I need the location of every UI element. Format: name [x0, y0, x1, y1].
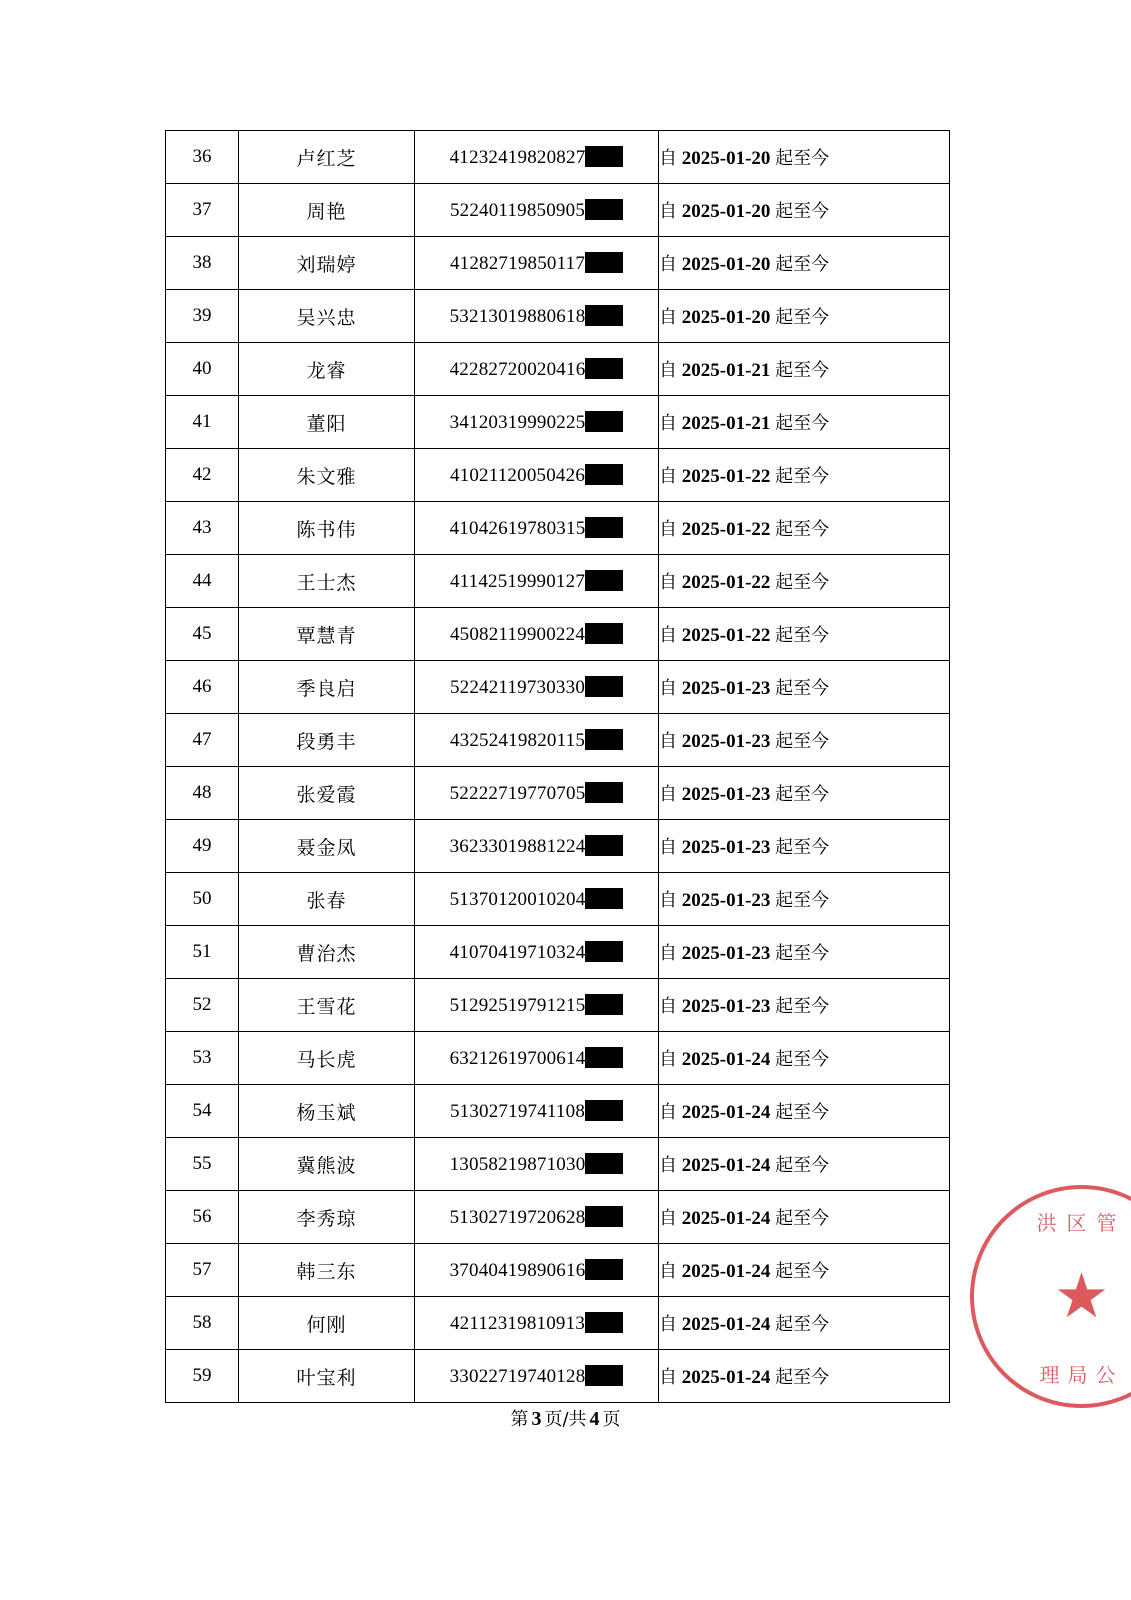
period-suffix: 起至今 — [775, 731, 830, 752]
period-date: 2025-01-24 — [681, 1208, 771, 1229]
redaction-bar — [585, 411, 623, 432]
row-period — [659, 343, 950, 396]
row-id-number — [415, 1138, 659, 1191]
names-table-container — [165, 130, 945, 1403]
seal-top-text: 洪区管 — [1036, 1211, 1127, 1235]
row-name: 叶宝利 — [239, 1350, 415, 1403]
table-row — [166, 237, 950, 290]
row-period — [659, 131, 950, 184]
redaction-bar — [585, 1047, 623, 1068]
redaction-bar — [585, 1365, 623, 1386]
period-date: 2025-01-24 — [681, 1314, 771, 1335]
redaction-bar — [585, 994, 623, 1015]
row-name: 张爱霞 — [239, 767, 415, 820]
redaction-bar — [585, 464, 623, 485]
period-suffix: 起至今 — [775, 943, 830, 964]
period-suffix: 起至今 — [775, 837, 830, 858]
period-date: 2025-01-23 — [681, 731, 771, 752]
row-id-digits: 37040419890616 — [449, 1259, 586, 1281]
period-date: 2025-01-24 — [681, 1155, 771, 1176]
row-index: 38 — [166, 237, 239, 290]
row-period — [659, 555, 950, 608]
row-id-number — [415, 1085, 659, 1138]
period-date: 2025-01-22 — [681, 572, 771, 593]
period-suffix: 起至今 — [775, 784, 830, 805]
period-suffix: 起至今 — [775, 519, 830, 540]
row-id-digits: 41282719850117 — [449, 252, 586, 274]
period-prefix: 自 — [659, 1155, 677, 1176]
period-prefix: 自 — [659, 837, 677, 858]
row-id-digits: 41142519990127 — [449, 570, 586, 592]
row-period — [659, 1350, 950, 1403]
period-prefix: 自 — [659, 1102, 677, 1123]
row-name: 陈书伟 — [239, 502, 415, 555]
row-id-digits: 51370120010204 — [449, 888, 586, 910]
row-period — [659, 661, 950, 714]
row-name: 段勇丰 — [239, 714, 415, 767]
row-name: 王士杰 — [239, 555, 415, 608]
table-row — [166, 290, 950, 343]
period-prefix: 自 — [659, 784, 677, 805]
redaction-bar — [585, 782, 623, 803]
table-row — [166, 767, 950, 820]
period-date: 2025-01-20 — [681, 201, 771, 222]
row-id-number — [415, 873, 659, 926]
row-name: 张春 — [239, 873, 415, 926]
row-index: 37 — [166, 184, 239, 237]
period-prefix: 自 — [659, 1367, 677, 1388]
row-id-number — [415, 1191, 659, 1244]
row-period — [659, 290, 950, 343]
row-id-digits: 36233019881224 — [449, 835, 586, 857]
row-index: 54 — [166, 1085, 239, 1138]
row-id-digits: 42282720020416 — [449, 358, 586, 380]
period-suffix: 起至今 — [775, 307, 830, 328]
row-name: 周艳 — [239, 184, 415, 237]
period-prefix: 自 — [659, 943, 677, 964]
redaction-bar — [585, 835, 623, 856]
period-suffix: 起至今 — [775, 1367, 830, 1388]
row-name: 朱文雅 — [239, 449, 415, 502]
row-period — [659, 502, 950, 555]
table-row — [166, 184, 950, 237]
table-row — [166, 449, 950, 502]
row-id-number — [415, 343, 659, 396]
row-name: 韩三东 — [239, 1244, 415, 1297]
row-period — [659, 979, 950, 1032]
row-index: 39 — [166, 290, 239, 343]
period-date: 2025-01-23 — [681, 837, 771, 858]
period-prefix: 自 — [659, 1314, 677, 1335]
period-suffix: 起至今 — [775, 625, 830, 646]
period-date: 2025-01-22 — [681, 466, 771, 487]
row-period — [659, 1191, 950, 1244]
row-id-digits: 53213019880618 — [449, 305, 586, 327]
period-prefix: 自 — [659, 625, 677, 646]
period-suffix: 起至今 — [775, 1102, 830, 1123]
period-date: 2025-01-22 — [681, 519, 771, 540]
row-id-digits: 33022719740128 — [449, 1365, 586, 1387]
period-suffix: 起至今 — [775, 413, 830, 434]
row-id-number — [415, 1244, 659, 1297]
row-period — [659, 237, 950, 290]
redaction-bar — [585, 1153, 623, 1174]
row-name: 覃慧青 — [239, 608, 415, 661]
period-date: 2025-01-23 — [681, 943, 771, 964]
row-id-digits: 51292519791215 — [449, 994, 586, 1016]
row-index: 57 — [166, 1244, 239, 1297]
row-index: 46 — [166, 661, 239, 714]
row-index: 59 — [166, 1350, 239, 1403]
row-name: 曹治杰 — [239, 926, 415, 979]
row-name: 龙睿 — [239, 343, 415, 396]
row-id-digits: 51302719720628 — [449, 1206, 586, 1228]
row-id-digits: 63212619700614 — [449, 1047, 586, 1069]
redaction-bar — [585, 517, 623, 538]
period-prefix: 自 — [659, 1261, 677, 1282]
period-prefix: 自 — [659, 466, 677, 487]
row-id-number — [415, 396, 659, 449]
table-row — [166, 608, 950, 661]
row-index: 48 — [166, 767, 239, 820]
period-prefix: 自 — [659, 201, 677, 222]
row-id-number — [415, 1032, 659, 1085]
row-id-digits: 13058219871030 — [449, 1153, 586, 1175]
row-name: 冀熊波 — [239, 1138, 415, 1191]
period-suffix: 起至今 — [775, 254, 830, 275]
redaction-bar — [585, 146, 623, 167]
row-index: 58 — [166, 1297, 239, 1350]
period-date: 2025-01-24 — [681, 1049, 771, 1070]
row-id-number — [415, 131, 659, 184]
row-id-digits: 41232419820827 — [449, 146, 586, 168]
period-prefix: 自 — [659, 1049, 677, 1070]
table-row — [166, 1297, 950, 1350]
period-date: 2025-01-23 — [681, 784, 771, 805]
row-index: 52 — [166, 979, 239, 1032]
row-index: 51 — [166, 926, 239, 979]
row-name: 何刚 — [239, 1297, 415, 1350]
period-prefix: 自 — [659, 254, 677, 275]
period-suffix: 起至今 — [775, 148, 830, 169]
row-name: 马长虎 — [239, 1032, 415, 1085]
row-id-digits: 41042619780315 — [449, 517, 586, 539]
period-prefix: 自 — [659, 890, 677, 911]
row-index: 42 — [166, 449, 239, 502]
period-prefix: 自 — [659, 996, 677, 1017]
row-id-number — [415, 926, 659, 979]
row-id-digits: 52242119730330 — [449, 676, 586, 698]
row-index: 41 — [166, 396, 239, 449]
period-date: 2025-01-22 — [681, 625, 771, 646]
row-name: 吴兴忠 — [239, 290, 415, 343]
period-prefix: 自 — [659, 413, 677, 434]
period-date: 2025-01-21 — [681, 413, 771, 434]
redaction-bar — [585, 623, 623, 644]
row-period — [659, 608, 950, 661]
table-row — [166, 1032, 950, 1085]
row-index: 56 — [166, 1191, 239, 1244]
row-index: 45 — [166, 608, 239, 661]
row-id-number — [415, 502, 659, 555]
redaction-bar — [585, 570, 623, 591]
redaction-bar — [585, 305, 623, 326]
redaction-bar — [585, 729, 623, 750]
redaction-bar — [585, 1259, 623, 1280]
row-name: 李秀琼 — [239, 1191, 415, 1244]
row-name: 王雪花 — [239, 979, 415, 1032]
redaction-bar — [585, 199, 623, 220]
row-id-number — [415, 1350, 659, 1403]
period-suffix: 起至今 — [775, 466, 830, 487]
row-name: 杨玉斌 — [239, 1085, 415, 1138]
table-row — [166, 131, 950, 184]
row-name: 刘瑞婷 — [239, 237, 415, 290]
names-table — [165, 130, 950, 1403]
table-row — [166, 926, 950, 979]
row-index: 49 — [166, 820, 239, 873]
period-suffix: 起至今 — [775, 1208, 830, 1229]
row-period — [659, 184, 950, 237]
table-row — [166, 1350, 950, 1403]
row-index: 44 — [166, 555, 239, 608]
table-row — [166, 555, 950, 608]
row-id-number — [415, 184, 659, 237]
row-index: 50 — [166, 873, 239, 926]
row-index: 36 — [166, 131, 239, 184]
row-id-digits: 45082119900224 — [449, 623, 586, 645]
row-period — [659, 396, 950, 449]
redaction-bar — [585, 941, 623, 962]
row-id-number — [415, 1297, 659, 1350]
seal-bottom-text: 理局公 — [1039, 1363, 1124, 1387]
row-name: 卢红芝 — [239, 131, 415, 184]
redaction-bar — [585, 252, 623, 273]
period-date: 2025-01-20 — [681, 307, 771, 328]
row-index: 55 — [166, 1138, 239, 1191]
row-name: 董阳 — [239, 396, 415, 449]
period-date: 2025-01-20 — [681, 254, 771, 275]
row-id-number — [415, 820, 659, 873]
page-footer — [0, 1405, 1131, 1431]
table-row — [166, 1191, 950, 1244]
row-id-number — [415, 290, 659, 343]
row-name: 季良启 — [239, 661, 415, 714]
row-id-number — [415, 237, 659, 290]
redaction-bar — [585, 1312, 623, 1333]
table-row — [166, 343, 950, 396]
row-name: 聂金凤 — [239, 820, 415, 873]
names-table-body — [166, 131, 950, 1403]
redaction-bar — [585, 676, 623, 697]
period-suffix: 起至今 — [775, 1049, 830, 1070]
table-row — [166, 979, 950, 1032]
row-id-digits: 34120319990225 — [449, 411, 586, 433]
row-id-number — [415, 555, 659, 608]
row-period — [659, 873, 950, 926]
table-row — [166, 1244, 950, 1297]
row-period — [659, 767, 950, 820]
period-date: 2025-01-23 — [681, 890, 771, 911]
row-period — [659, 1032, 950, 1085]
row-id-digits: 52222719770705 — [449, 782, 586, 804]
row-id-number — [415, 661, 659, 714]
row-id-number — [415, 767, 659, 820]
row-id-digits: 41070419710324 — [449, 941, 586, 963]
row-period — [659, 449, 950, 502]
period-suffix: 起至今 — [775, 1155, 830, 1176]
period-prefix: 自 — [659, 1208, 677, 1229]
period-date: 2025-01-23 — [681, 678, 771, 699]
table-row — [166, 714, 950, 767]
row-period — [659, 1138, 950, 1191]
period-date: 2025-01-24 — [681, 1261, 771, 1282]
redaction-bar — [585, 358, 623, 379]
row-period — [659, 1085, 950, 1138]
period-date: 2025-01-21 — [681, 360, 771, 381]
official-seal — [970, 1185, 1131, 1408]
period-suffix: 起至今 — [775, 1261, 830, 1282]
footer-page-number: 3 — [531, 1408, 542, 1430]
star-icon: ★ — [1053, 1262, 1110, 1331]
footer-total-pages: 4 — [589, 1408, 600, 1430]
period-suffix: 起至今 — [775, 360, 830, 381]
table-row — [166, 1138, 950, 1191]
row-id-digits: 52240119850905 — [449, 199, 586, 221]
footer-prefix: 第 — [510, 1409, 529, 1430]
period-date: 2025-01-24 — [681, 1367, 771, 1388]
row-id-number — [415, 979, 659, 1032]
table-row — [166, 502, 950, 555]
period-date: 2025-01-24 — [681, 1102, 771, 1123]
row-index: 43 — [166, 502, 239, 555]
period-date: 2025-01-23 — [681, 996, 771, 1017]
row-id-digits: 41021120050426 — [449, 464, 586, 486]
row-period — [659, 714, 950, 767]
row-id-number — [415, 449, 659, 502]
period-suffix: 起至今 — [775, 678, 830, 699]
period-date: 2025-01-20 — [681, 148, 771, 169]
row-index: 40 — [166, 343, 239, 396]
period-suffix: 起至今 — [775, 890, 830, 911]
table-row — [166, 396, 950, 449]
period-prefix: 自 — [659, 678, 677, 699]
footer-suffix: 页 — [602, 1409, 621, 1430]
redaction-bar — [585, 888, 623, 909]
footer-middle: 页/共 — [544, 1409, 587, 1430]
period-prefix: 自 — [659, 307, 677, 328]
row-period — [659, 820, 950, 873]
row-id-number — [415, 608, 659, 661]
redaction-bar — [585, 1100, 623, 1121]
period-suffix: 起至今 — [775, 572, 830, 593]
row-id-number — [415, 714, 659, 767]
period-prefix: 自 — [659, 148, 677, 169]
period-prefix: 自 — [659, 360, 677, 381]
row-id-digits: 51302719741108 — [449, 1100, 586, 1122]
row-period — [659, 1297, 950, 1350]
period-suffix: 起至今 — [775, 1314, 830, 1335]
row-index: 53 — [166, 1032, 239, 1085]
row-id-digits: 43252419820115 — [449, 729, 586, 751]
table-row — [166, 820, 950, 873]
period-suffix: 起至今 — [775, 996, 830, 1017]
row-period — [659, 1244, 950, 1297]
redaction-bar — [585, 1206, 623, 1227]
period-prefix: 自 — [659, 731, 677, 752]
period-suffix: 起至今 — [775, 201, 830, 222]
row-id-digits: 42112319810913 — [449, 1312, 586, 1334]
period-prefix: 自 — [659, 572, 677, 593]
row-period — [659, 926, 950, 979]
period-prefix: 自 — [659, 519, 677, 540]
table-row — [166, 1085, 950, 1138]
row-index: 47 — [166, 714, 239, 767]
table-row — [166, 873, 950, 926]
table-row — [166, 661, 950, 714]
